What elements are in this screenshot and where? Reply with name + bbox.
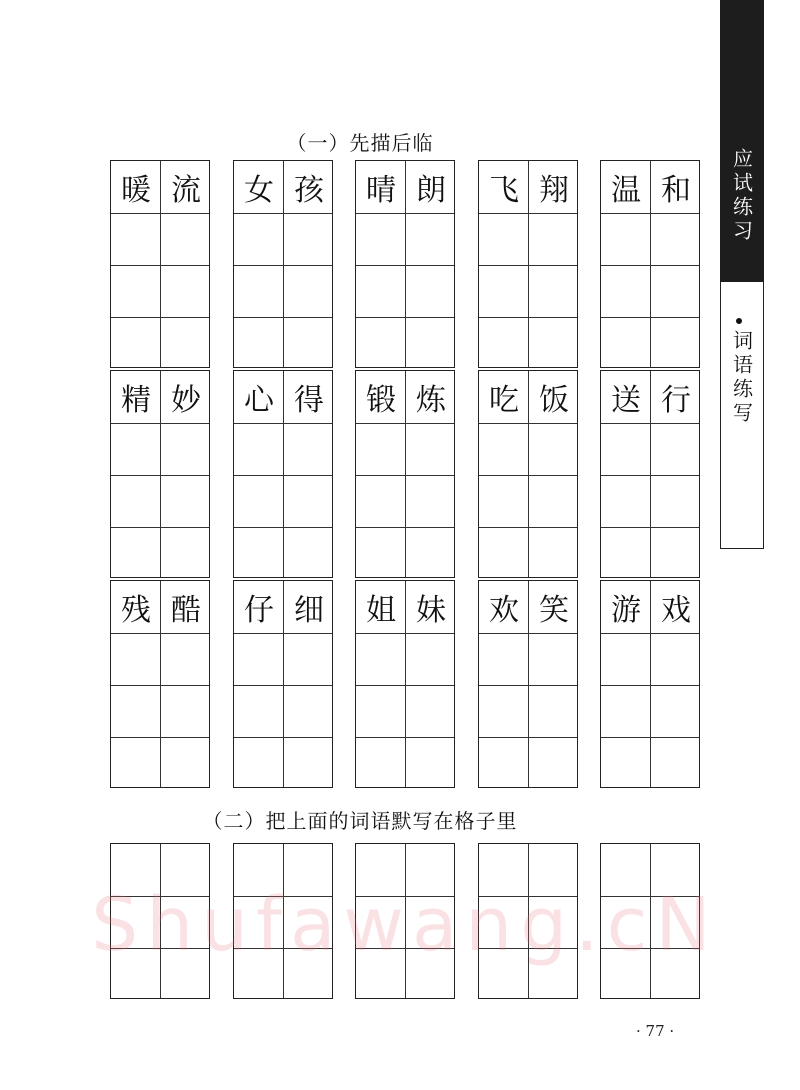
watermark: Shufawang.cN (91, 882, 719, 968)
practice-character: 暖 (121, 173, 151, 208)
practice-character: 得 (294, 383, 324, 418)
grid-divider-horizontal (111, 423, 209, 424)
grid-divider-horizontal (479, 737, 577, 738)
practice-character: 细 (294, 593, 324, 628)
section-2-title: （二）把上面的词语默写在格子里 (202, 809, 518, 833)
grid-divider-horizontal (111, 317, 209, 318)
tianzige-box (355, 370, 455, 578)
grid-divider-horizontal (356, 737, 454, 738)
grid-divider-horizontal (234, 423, 332, 424)
practice-character: 笑 (539, 593, 569, 628)
grid-divider-horizontal (601, 896, 699, 897)
grid-divider-horizontal (601, 527, 699, 528)
practice-character: 锻 (366, 383, 396, 418)
grid-divider-horizontal (111, 213, 209, 214)
practice-character: 流 (171, 173, 201, 208)
tianzige-box (233, 160, 333, 368)
grid-divider-horizontal (234, 685, 332, 686)
practice-character: 翔 (539, 173, 569, 208)
practice-character: 游 (611, 593, 641, 628)
practice-character: 送 (611, 383, 641, 418)
practice-character: 心 (244, 383, 274, 418)
tianzige-box (600, 370, 700, 578)
grid-divider-horizontal (356, 633, 454, 634)
grid-divider-horizontal (601, 423, 699, 424)
tianzige-box (355, 160, 455, 368)
practice-character: 戏 (661, 593, 691, 628)
practice-character: 精 (121, 383, 151, 418)
tianzige-box (600, 580, 700, 788)
grid-divider-horizontal (479, 527, 577, 528)
tianzige-box (600, 843, 700, 999)
tianzige-box (110, 160, 210, 368)
grid-divider-horizontal (111, 737, 209, 738)
grid-divider-horizontal (356, 896, 454, 897)
tianzige-box (110, 370, 210, 578)
grid-divider-horizontal (356, 475, 454, 476)
grid-divider-horizontal (356, 685, 454, 686)
practice-character: 姐 (366, 593, 396, 628)
grid-divider-horizontal (356, 213, 454, 214)
grid-divider-horizontal (111, 475, 209, 476)
grid-divider-vertical (160, 844, 161, 998)
grid-divider-horizontal (111, 633, 209, 634)
grid-divider-horizontal (111, 265, 209, 266)
practice-character: 欢 (489, 593, 519, 628)
tianzige-box (478, 160, 578, 368)
grid-divider-horizontal (234, 265, 332, 266)
grid-divider-horizontal (479, 685, 577, 686)
grid-divider-horizontal (601, 737, 699, 738)
tianzige-box (233, 370, 333, 578)
tianzige-box (355, 580, 455, 788)
grid-divider-horizontal (234, 527, 332, 528)
grid-divider-horizontal (111, 948, 209, 949)
practice-character: 飞 (489, 173, 519, 208)
practice-character: 仔 (244, 593, 274, 628)
tianzige-box (478, 580, 578, 788)
grid-divider-horizontal (234, 633, 332, 634)
grid-divider-horizontal (111, 527, 209, 528)
grid-divider-horizontal (234, 317, 332, 318)
grid-divider-horizontal (234, 737, 332, 738)
section-1-title: （一）先描后临 (286, 131, 434, 155)
practice-character: 朗 (416, 173, 446, 208)
grid-divider-horizontal (356, 423, 454, 424)
grid-divider-horizontal (479, 423, 577, 424)
practice-character: 和 (661, 173, 691, 208)
grid-divider-horizontal (479, 475, 577, 476)
practice-character: 妹 (416, 593, 446, 628)
grid-divider-horizontal (601, 685, 699, 686)
practice-character: 妙 (171, 383, 201, 418)
bullet-dot-icon (736, 318, 742, 324)
grid-divider-horizontal (234, 896, 332, 897)
grid-divider-vertical (650, 844, 651, 998)
grid-divider-horizontal (601, 317, 699, 318)
grid-divider-horizontal (479, 633, 577, 634)
practice-character: 吃 (489, 383, 519, 418)
grid-divider-horizontal (479, 896, 577, 897)
grid-divider-horizontal (356, 948, 454, 949)
grid-divider-horizontal (601, 475, 699, 476)
practice-character: 晴 (366, 173, 396, 208)
practice-character: 女 (244, 173, 274, 208)
grid-divider-horizontal (479, 213, 577, 214)
grid-divider-horizontal (479, 948, 577, 949)
grid-divider-horizontal (601, 213, 699, 214)
tianzige-box (233, 843, 333, 999)
grid-divider-horizontal (356, 265, 454, 266)
tianzige-box (110, 580, 210, 788)
grid-divider-vertical (283, 844, 284, 998)
grid-divider-horizontal (356, 317, 454, 318)
practice-character: 孩 (294, 173, 324, 208)
practice-character: 饭 (539, 383, 569, 418)
grid-divider-horizontal (234, 475, 332, 476)
practice-character: 行 (661, 383, 691, 418)
practice-character: 酷 (171, 593, 201, 628)
tianzige-box (355, 843, 455, 999)
grid-divider-horizontal (601, 265, 699, 266)
practice-character: 残 (121, 593, 151, 628)
grid-divider-vertical (405, 844, 406, 998)
tianzige-box (110, 843, 210, 999)
grid-divider-horizontal (479, 317, 577, 318)
grid-divider-vertical (528, 844, 529, 998)
page-number: · 77 · (636, 1022, 675, 1040)
grid-divider-horizontal (234, 948, 332, 949)
tianzige-box (600, 160, 700, 368)
side-tab-top-label: 应试练习 (729, 148, 754, 244)
practice-character: 炼 (416, 383, 446, 418)
grid-divider-horizontal (111, 896, 209, 897)
tianzige-box (233, 580, 333, 788)
grid-divider-horizontal (234, 213, 332, 214)
side-tab-bottom-label: 词语练写 (729, 330, 754, 426)
grid-divider-horizontal (111, 685, 209, 686)
practice-character: 温 (611, 173, 641, 208)
tianzige-box (478, 370, 578, 578)
grid-divider-horizontal (601, 633, 699, 634)
tianzige-box (478, 843, 578, 999)
side-tab (720, 0, 764, 548)
grid-divider-horizontal (356, 527, 454, 528)
grid-divider-horizontal (601, 948, 699, 949)
grid-divider-horizontal (479, 265, 577, 266)
